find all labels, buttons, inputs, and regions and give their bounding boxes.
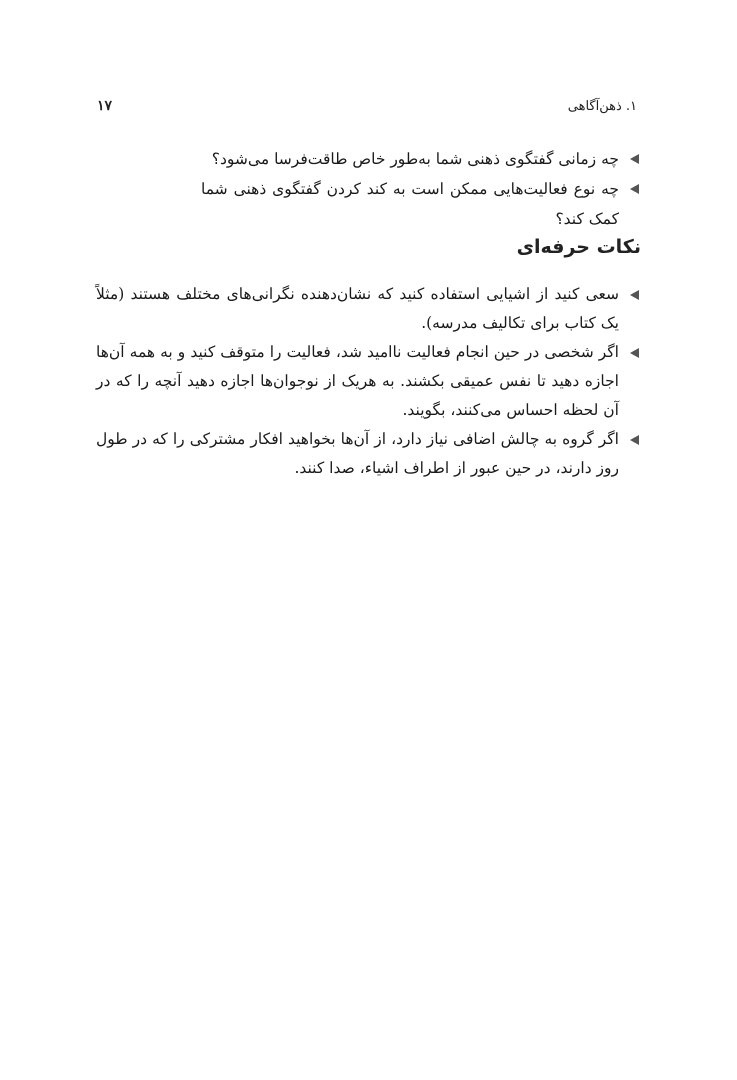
list-item (96, 338, 641, 425)
list-item (201, 144, 641, 174)
triangle-left-bullet-icon (630, 348, 639, 358)
list-item (96, 280, 641, 338)
tip-text: اگر گروه به چالش اضافی نیاز دارد، از آن‌ها بخواهید افکار مشترکی را که در طول روز دارند، در حین عبور از اطراف اشیاء، صدا کنند. (96, 430, 619, 477)
chapter-title: ۱. ذهن‌آگاهی (567, 98, 637, 114)
page-number: ۱۷ (97, 98, 113, 114)
triangle-left-bullet-icon (630, 184, 639, 194)
list-item (201, 174, 641, 234)
tip-text: اگر شخصی در حین انجام فعالیت ناامید شد، فعالیت را متوقف کنید و به همه آن‌ها اجازه دهید تا نفس عمیقی بکشند. به هریک از نوجوان‌ها اجازه دهید آنچه را که در آن لحظه احساس می‌کنند، بگویند. (96, 343, 619, 419)
triangle-left-bullet-icon (630, 435, 639, 445)
section-title: نکات حرفه‌ای (516, 236, 641, 258)
triangle-left-bullet-icon (630, 290, 639, 300)
question-text: چه نوع فعالیت‌هایی ممکن است به کند کردن گفتگوی ذهنی شما کمک کند؟ (201, 180, 619, 228)
running-header (97, 94, 637, 118)
triangle-left-bullet-icon (630, 154, 639, 164)
tips-list (96, 280, 641, 483)
question-list (201, 144, 641, 234)
list-item (96, 425, 641, 483)
question-text: چه زمانی گفتگوی ذهنی شما به‌طور خاص طاقت‌فرسا می‌شود؟ (211, 150, 619, 168)
tip-text: سعی کنید از اشیایی استفاده کنید که نشان‌دهنده نگرانی‌های مختلف هستند (مثلاً یک کتاب برای تکالیف مدرسه). (96, 285, 619, 332)
